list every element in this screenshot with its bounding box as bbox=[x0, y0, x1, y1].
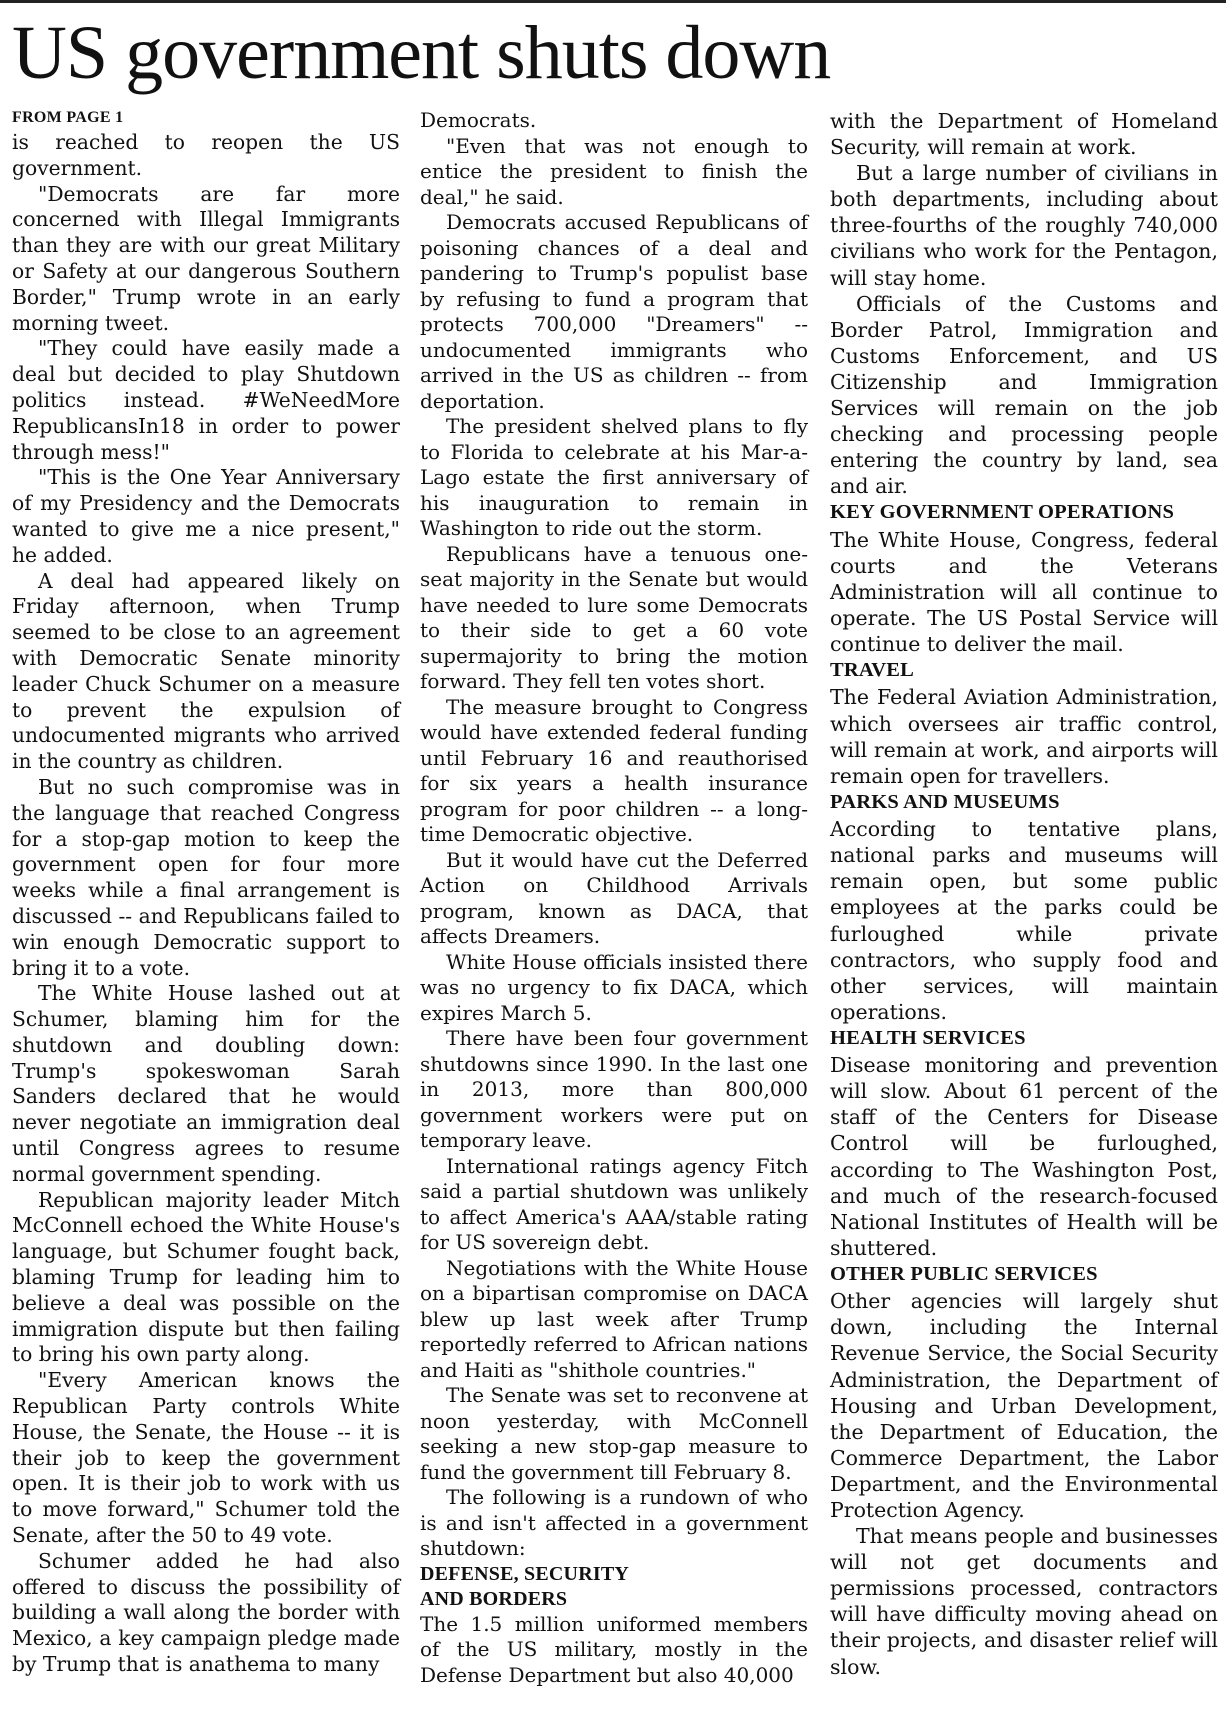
paragraph: But no such compromise was in the language that reached Congress for a stop-gap motion to keep the government open for four more weeks while a final arrangement is discussed -- and Republicans failed to win enough Democratic support to bring it to a vote. bbox=[12, 774, 400, 980]
top-rule bbox=[0, 0, 1226, 3]
headline: US government shuts down bbox=[12, 11, 831, 95]
paragraph: The measure brought to Congress would have extended federal funding until February 16 and reauthorised for six years a health insurance program for poor children -- a long-time Democratic objective. bbox=[420, 694, 808, 846]
paragraph: Democrats accused Republicans of poisoning chances of a deal and pandering to Trump's populist base by refusing to fund a program that protects 700,000 "Dreamers" -- undocumented immigrants who arrived in the US as children -- from deportation. bbox=[420, 210, 808, 413]
paragraph: "This is the One Year Anniversary of my Presidency and the Democrats wanted to give me a nice present," he added. bbox=[12, 465, 400, 567]
paragraph: Other agencies will largely shut down, including the Internal Revenue Service, the Social Security Administration, the Department of Housing and Urban Development, the Department of Education, the Commerce Department, the Labor Department, and the Environmental Protection Agency. bbox=[830, 1289, 1218, 1522]
paragraph: "Even that was not enough to entice the president to finish the deal," he said. bbox=[420, 133, 808, 209]
paragraph: According to tentative plans, national parks and museums will remain open, but some public employees at the parks could be furloughed while private contractors, who supply food and other services, will maintain operations. bbox=[830, 817, 1218, 1024]
section-heading-travel: TRAVEL bbox=[830, 659, 914, 682]
paragraph: "Democrats are far more concerned with Illegal Immigrants than they are with our great Military or Safety at our dangerous Southern Border," Trump wrote in an early morning tweet. bbox=[12, 181, 400, 335]
paragraph: Negotiations with the White House on a bipartisan compromise on DACA blew up last week after Trump reportedly referred to African nations and Haiti as "shithole countries." bbox=[420, 1255, 808, 1382]
paragraph: Republicans have a tenuous one-seat majority in the Senate but would have needed to lure some Democrats to their side to get a 60 vote supermajority to bring the motion forward. They fell ten votes short. bbox=[420, 541, 808, 693]
section-heading-line: DEFENSE, SECURITY bbox=[420, 1562, 630, 1585]
article-column-1 bbox=[12, 108, 400, 1678]
paragraph: Schumer added he had also offered to discuss the possibility of building a wall along the border with Mexico, a key campaign pledge made by Trump that is anathema to many bbox=[12, 1548, 400, 1677]
section-heading-health: HEALTH SERVICES bbox=[830, 1026, 1026, 1049]
paragraph: The White House, Congress, federal courts and the Veterans Administration will all continue to operate. The US Postal Service will continue to deliver the mail. bbox=[830, 527, 1218, 657]
paragraph: is reached to reopen the US government. bbox=[12, 130, 400, 180]
paragraph: A deal had appeared likely on Friday afternoon, when Trump seemed to be close to an agreement with Democratic Senate minority leader Chuck Schumer on a measure to prevent the expulsion of undocumented migrants who arrived in the country as children. bbox=[12, 568, 400, 774]
paragraph: The 1.5 million uniformed members of the US military, mostly in the Defense Department but also 40,000 bbox=[420, 1611, 808, 1687]
section-heading-parks: PARKS AND MUSEUMS bbox=[830, 790, 1060, 813]
paragraph: "Every American knows the Republican Party controls White House, the Senate, the House -- it is their job to keep the government open. It is their job to work with us to move forward," Schumer told the Senate, after the 50 to 49 vote. bbox=[12, 1368, 400, 1548]
paragraph: Officials of the Customs and Border Patrol, Immigration and Customs Enforcement, and US Citizenship and Immigration Services will remain on the job checking and processing people entering the country by land, sea and air. bbox=[830, 291, 1218, 499]
paragraph: Democrats. bbox=[420, 108, 537, 132]
section-heading-key-operations: KEY GOVERNMENT OPERATIONS bbox=[830, 501, 1175, 524]
paragraph: The White House lashed out at Schumer, blaming him for the shutdown and doubling down: Trump's spokeswoman Sarah Sanders declared that he would never negotiate an immigration deal until Congress agrees to resume normal government spending. bbox=[12, 981, 400, 1186]
article-column-2 bbox=[420, 108, 808, 1688]
paragraph: The Senate was set to reconvene at noon yesterday, with McConnell seeking a new stop-gap measure to fund the government till February 8. bbox=[420, 1383, 808, 1484]
paragraph: with the Department of Homeland Security, will remain at work. bbox=[830, 109, 1218, 160]
paragraph: The Federal Aviation Administration, which oversees air traffic control, will remain at work, and airports will remain open for travellers. bbox=[830, 685, 1218, 788]
paragraph: The following is a rundown of who is and isn't affected in a government shutdown: bbox=[420, 1485, 808, 1560]
paragraph: Disease monitoring and prevention will slow. About 61 percent of the staff of the Centers for Disease Control will be furloughed, according to The Washington Post, and much of the research-focused National Institutes of Health will be shuttered. bbox=[830, 1053, 1218, 1260]
article-column-3 bbox=[830, 108, 1218, 1680]
paragraph: But a large number of civilians in both departments, including about three-fourths of the roughly 740,000 civilians who work for the Pentagon, will stay home. bbox=[830, 161, 1218, 290]
section-heading-other-services: OTHER PUBLIC SERVICES bbox=[830, 1262, 1098, 1285]
paragraph: Republican majority leader Mitch McConnell echoed the White House's language, but Schumer fought back, blaming Trump for leading him to believe a deal was possible on the immigration dispute but then failing to bring his own party along. bbox=[12, 1187, 400, 1367]
paragraph: That means people and businesses will not get documents and permissions processed, contractors will have difficulty moving ahead on their projects, and disaster relief will slow. bbox=[830, 1524, 1218, 1679]
paragraph: The president shelved plans to fly to Florida to celebrate at his Mar-a-Lago estate the first anniversary of his inauguration to remain in Washington to ride out the storm. bbox=[420, 414, 808, 540]
paragraph: White House officials insisted there was no urgency to fix DACA, which expires March 5. bbox=[420, 949, 808, 1025]
section-heading-line: AND BORDERS bbox=[420, 1587, 568, 1610]
dateline: FROM PAGE 1 bbox=[12, 109, 124, 126]
paragraph: There have been four government shutdowns since 1990. In the last one in 2013, more than 800,000 government workers were put on temporary leave. bbox=[420, 1026, 808, 1152]
paragraph: "They could have easily made a deal but decided to play Shutdown politics instead. #WeNeedMore RepublicansIn18 in order to power through mess!" bbox=[12, 336, 400, 464]
paragraph: But it would have cut the Deferred Action on Childhood Arrivals program, known as DACA, that affects Dreamers. bbox=[420, 847, 808, 948]
section-heading-defense bbox=[420, 1562, 808, 1612]
paragraph: International ratings agency Fitch said a partial shutdown was unlikely to affect America's AAA/stable rating for US sovereign debt. bbox=[420, 1153, 808, 1254]
